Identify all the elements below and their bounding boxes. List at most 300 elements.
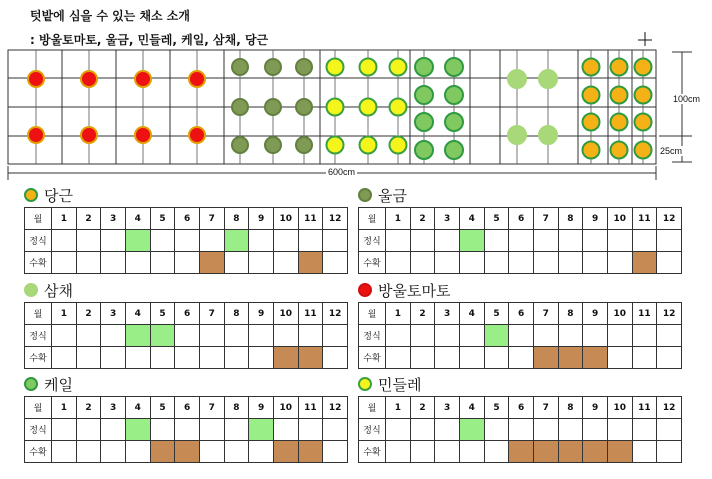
height-measure-label: 100cm xyxy=(673,94,701,104)
month-header: 8 xyxy=(224,397,249,419)
month-header: 10 xyxy=(273,303,298,325)
planting-cell xyxy=(101,325,126,347)
planting-cell xyxy=(298,325,323,347)
planting-cell xyxy=(323,419,348,441)
tomato-plant-marker xyxy=(135,71,151,87)
schedule-row-harvest xyxy=(359,252,682,274)
month-header: 8 xyxy=(558,397,583,419)
harvest-cell xyxy=(632,347,657,369)
harvest-cell xyxy=(410,252,435,274)
harvest-cell xyxy=(125,347,150,369)
schedule-row-planting xyxy=(359,419,682,441)
dandelion-plant-marker xyxy=(327,59,344,76)
planting-cell xyxy=(533,419,558,441)
planting-cell xyxy=(459,325,484,347)
harvest-cell xyxy=(199,347,224,369)
planting-cell xyxy=(459,419,484,441)
month-header: 8 xyxy=(558,208,583,230)
harvest-cell xyxy=(76,252,101,274)
month-header: 12 xyxy=(323,397,348,419)
month-header: 4 xyxy=(125,208,150,230)
crop-name: 울금 xyxy=(378,186,407,205)
row-header: 수확 xyxy=(25,441,52,463)
month-header: 12 xyxy=(657,397,682,419)
month-header: 6 xyxy=(175,303,200,325)
month-header: 2 xyxy=(76,397,101,419)
month-header: 2 xyxy=(76,303,101,325)
month-header: 11 xyxy=(298,208,323,230)
harvest-cell xyxy=(298,347,323,369)
planting-cell xyxy=(199,325,224,347)
planting-cell xyxy=(583,230,608,252)
planting-cell xyxy=(386,419,411,441)
month-header: 4 xyxy=(459,208,484,230)
planting-cell xyxy=(607,325,632,347)
row-header: 정식 xyxy=(359,325,386,347)
kale-plant-marker xyxy=(415,58,433,76)
month-header: 12 xyxy=(323,303,348,325)
schedule-header xyxy=(358,280,682,300)
harvest-cell xyxy=(533,441,558,463)
carrot-plant-marker xyxy=(635,114,652,131)
carrot-plant-marker xyxy=(611,114,628,131)
planting-cell xyxy=(224,419,249,441)
crop-name: 민들레 xyxy=(378,375,422,394)
row-header: 정식 xyxy=(25,230,52,252)
planting-cell xyxy=(76,325,101,347)
carrot-plant-marker xyxy=(635,59,652,76)
crop-name: 당근 xyxy=(44,186,73,205)
planting-cell xyxy=(410,230,435,252)
month-header: 6 xyxy=(509,208,534,230)
harvest-cell xyxy=(224,252,249,274)
planting-cell xyxy=(273,325,298,347)
harvest-cell xyxy=(175,347,200,369)
harvest-cell xyxy=(175,252,200,274)
month-header: 9 xyxy=(249,397,274,419)
row-spacing-label: 25cm xyxy=(660,146,683,156)
planting-cell xyxy=(323,230,348,252)
samchae-plant-marker xyxy=(539,126,557,144)
month-header: 3 xyxy=(101,397,126,419)
month-header: 12 xyxy=(657,303,682,325)
harvest-cell xyxy=(199,252,224,274)
planting-cell xyxy=(558,230,583,252)
month-header: 9 xyxy=(583,303,608,325)
month-header: 12 xyxy=(323,208,348,230)
schedule-dandelion xyxy=(358,374,682,463)
harvest-cell xyxy=(484,347,509,369)
schedule-row-harvest xyxy=(25,347,348,369)
carrot-plant-marker xyxy=(611,87,628,104)
harvest-cell xyxy=(386,441,411,463)
planting-cell xyxy=(459,230,484,252)
row-header: 월 xyxy=(25,303,52,325)
row-header: 정식 xyxy=(25,325,52,347)
dandelion-plant-marker xyxy=(360,137,377,154)
carrot-plant-marker xyxy=(611,59,628,76)
page-title: 텃밭에 심을 수 있는 채소 소개 xyxy=(30,9,190,23)
planting-cell xyxy=(632,325,657,347)
planting-cell xyxy=(435,325,460,347)
harvest-cell xyxy=(249,347,274,369)
planting-cell xyxy=(533,230,558,252)
harvest-cell xyxy=(52,347,77,369)
crop-name: 케일 xyxy=(44,375,73,394)
month-header: 5 xyxy=(484,208,509,230)
schedule-row-harvest xyxy=(25,252,348,274)
samchae-plant-marker xyxy=(539,70,557,88)
harvest-cell xyxy=(632,441,657,463)
harvest-cell xyxy=(125,441,150,463)
month-header: 1 xyxy=(52,397,77,419)
month-header: 6 xyxy=(509,397,534,419)
schedule-kale xyxy=(24,374,348,463)
planting-cell xyxy=(558,325,583,347)
planting-cell xyxy=(509,230,534,252)
schedule-table xyxy=(24,207,348,274)
harvest-cell xyxy=(459,441,484,463)
ulgeum-plant-marker xyxy=(232,99,248,115)
month-header: 1 xyxy=(52,208,77,230)
month-header: 6 xyxy=(175,208,200,230)
tomato-plant-marker xyxy=(28,71,44,87)
month-header: 4 xyxy=(459,303,484,325)
planting-cell xyxy=(657,230,682,252)
month-header: 9 xyxy=(249,303,274,325)
harvest-cell xyxy=(459,347,484,369)
schedule-row-month xyxy=(25,208,348,230)
planting-cell xyxy=(410,419,435,441)
schedule-row-month xyxy=(359,208,682,230)
month-header: 6 xyxy=(509,303,534,325)
ulgeum-plant-marker xyxy=(265,59,281,75)
planting-cell xyxy=(249,419,274,441)
month-header: 11 xyxy=(298,397,323,419)
row-header: 수확 xyxy=(25,347,52,369)
dandelion-plant-marker xyxy=(390,59,407,76)
planting-cell xyxy=(484,230,509,252)
row-header: 수확 xyxy=(359,347,386,369)
harvest-cell xyxy=(52,441,77,463)
month-header: 4 xyxy=(459,397,484,419)
row-header: 월 xyxy=(25,397,52,419)
planting-cell xyxy=(150,325,175,347)
schedule-row-harvest xyxy=(25,441,348,463)
month-header: 3 xyxy=(435,397,460,419)
harvest-cell xyxy=(558,441,583,463)
row-header: 수확 xyxy=(25,252,52,274)
planting-cell xyxy=(52,419,77,441)
ulgeum-plant-marker xyxy=(296,137,312,153)
month-header: 10 xyxy=(607,397,632,419)
month-header: 7 xyxy=(199,208,224,230)
row-header: 정식 xyxy=(359,230,386,252)
kale-plant-marker xyxy=(415,113,433,131)
month-header: 8 xyxy=(224,303,249,325)
planting-cell xyxy=(125,325,150,347)
kale-plant-marker xyxy=(415,86,433,104)
harvest-cell xyxy=(298,441,323,463)
planting-cell xyxy=(273,419,298,441)
planting-cell xyxy=(435,230,460,252)
harvest-cell xyxy=(101,252,126,274)
harvest-cell xyxy=(607,441,632,463)
schedule-header xyxy=(24,280,348,300)
tomato-plant-marker xyxy=(81,71,97,87)
ulgeum-plant-marker xyxy=(296,99,312,115)
samchae-plant-marker xyxy=(508,126,526,144)
ulgeum-plant-marker xyxy=(265,137,281,153)
month-header: 7 xyxy=(533,208,558,230)
harvest-cell xyxy=(632,252,657,274)
planting-cell xyxy=(52,325,77,347)
crop-name: 삼채 xyxy=(44,281,73,300)
planting-cell xyxy=(224,325,249,347)
schedule-row-planting xyxy=(359,325,682,347)
month-header: 1 xyxy=(386,397,411,419)
month-header: 11 xyxy=(632,397,657,419)
schedule-row-harvest xyxy=(359,347,682,369)
dandelion-plant-marker xyxy=(327,137,344,154)
month-header: 5 xyxy=(484,397,509,419)
tomato-plant-marker xyxy=(28,127,44,143)
schedule-table xyxy=(358,302,682,369)
planting-cell xyxy=(632,230,657,252)
month-header: 2 xyxy=(76,208,101,230)
row-header: 수확 xyxy=(359,252,386,274)
planting-cell xyxy=(199,419,224,441)
schedule-header xyxy=(358,185,682,205)
month-header: 8 xyxy=(558,303,583,325)
month-header: 8 xyxy=(224,208,249,230)
harvest-cell xyxy=(249,441,274,463)
schedule-table xyxy=(24,396,348,463)
carrot-plant-marker xyxy=(583,59,600,76)
planting-cell xyxy=(509,325,534,347)
width-measure-label: 600cm xyxy=(328,167,356,177)
month-header: 1 xyxy=(386,208,411,230)
row-header: 정식 xyxy=(359,419,386,441)
kale-plant-marker xyxy=(445,141,463,159)
crop-name: 방울토마토 xyxy=(378,281,451,300)
harvest-cell xyxy=(607,347,632,369)
planting-cell xyxy=(224,230,249,252)
month-header: 11 xyxy=(632,303,657,325)
planting-cell xyxy=(76,230,101,252)
row-header: 월 xyxy=(359,397,386,419)
month-header: 5 xyxy=(150,397,175,419)
month-header: 3 xyxy=(101,208,126,230)
month-header: 12 xyxy=(657,208,682,230)
kale-plant-marker xyxy=(415,141,433,159)
harvest-cell xyxy=(509,252,534,274)
planting-cell xyxy=(509,419,534,441)
harvest-cell xyxy=(657,441,682,463)
harvest-cell xyxy=(150,441,175,463)
dandelion-plant-marker xyxy=(327,99,344,116)
planting-cell xyxy=(435,419,460,441)
month-header: 9 xyxy=(249,208,274,230)
month-header: 7 xyxy=(533,397,558,419)
harvest-cell xyxy=(558,252,583,274)
schedule-row-planting xyxy=(25,230,348,252)
month-header: 2 xyxy=(410,303,435,325)
month-header: 10 xyxy=(607,208,632,230)
ulgeum-plant-marker xyxy=(265,99,281,115)
harvest-cell xyxy=(101,441,126,463)
planting-cell xyxy=(249,325,274,347)
planting-cell xyxy=(323,325,348,347)
planting-cell xyxy=(386,230,411,252)
kale-legend-dot xyxy=(24,377,38,391)
planting-cell xyxy=(657,419,682,441)
planting-cell xyxy=(607,419,632,441)
month-header: 3 xyxy=(101,303,126,325)
schedule-row-planting xyxy=(359,230,682,252)
dandelion-plant-marker xyxy=(360,59,377,76)
harvest-cell xyxy=(583,347,608,369)
schedule-tomato xyxy=(358,280,682,369)
month-header: 5 xyxy=(150,208,175,230)
tomato-plant-marker xyxy=(189,127,205,143)
harvest-cell xyxy=(583,441,608,463)
month-header: 9 xyxy=(583,208,608,230)
crop-list-subtitle: : 방울토마토, 울금, 민들레, 케일, 삼채, 당근 xyxy=(30,33,269,47)
harvest-cell xyxy=(249,252,274,274)
harvest-cell xyxy=(298,252,323,274)
planting-cell xyxy=(175,419,200,441)
harvest-cell xyxy=(273,441,298,463)
schedule-row-planting xyxy=(25,325,348,347)
row-header: 월 xyxy=(25,208,52,230)
carrot-plant-marker xyxy=(611,142,628,159)
row-header: 정식 xyxy=(25,419,52,441)
carrot-plant-marker xyxy=(635,142,652,159)
planting-cell xyxy=(199,230,224,252)
harvest-cell xyxy=(484,441,509,463)
planting-cell xyxy=(101,230,126,252)
planting-cell xyxy=(657,325,682,347)
month-header: 6 xyxy=(175,397,200,419)
samchae-plant-marker xyxy=(508,70,526,88)
harvest-cell xyxy=(175,441,200,463)
planting-cell xyxy=(558,419,583,441)
planting-cell xyxy=(101,419,126,441)
schedule-samchae xyxy=(24,280,348,369)
planting-cell xyxy=(175,325,200,347)
schedule-row-month xyxy=(25,303,348,325)
planting-cell xyxy=(273,230,298,252)
harvest-cell xyxy=(509,441,534,463)
planting-cell xyxy=(76,419,101,441)
ulgeum-plant-marker xyxy=(296,59,312,75)
schedule-row-planting xyxy=(25,419,348,441)
harvest-cell xyxy=(386,252,411,274)
month-header: 7 xyxy=(199,397,224,419)
ulgeum-legend-dot xyxy=(358,188,372,202)
harvest-cell xyxy=(657,252,682,274)
schedule-table xyxy=(358,207,682,274)
month-header: 11 xyxy=(298,303,323,325)
harvest-cell xyxy=(386,347,411,369)
harvest-cell xyxy=(410,441,435,463)
schedule-row-month xyxy=(25,397,348,419)
harvest-cell xyxy=(435,441,460,463)
planting-cell xyxy=(150,230,175,252)
harvest-cell xyxy=(76,347,101,369)
month-header: 5 xyxy=(484,303,509,325)
schedule-header xyxy=(24,374,348,394)
kale-plant-marker xyxy=(445,86,463,104)
tomato-legend-dot xyxy=(358,283,372,297)
month-header: 4 xyxy=(125,303,150,325)
harvest-cell xyxy=(224,347,249,369)
planting-cell xyxy=(150,419,175,441)
planting-cell xyxy=(583,325,608,347)
harvest-cell xyxy=(323,347,348,369)
month-header: 1 xyxy=(386,303,411,325)
planting-cell xyxy=(484,325,509,347)
row-header: 수확 xyxy=(359,441,386,463)
month-header: 1 xyxy=(52,303,77,325)
tomato-plant-marker xyxy=(135,127,151,143)
month-header: 7 xyxy=(199,303,224,325)
planting-cell xyxy=(298,230,323,252)
harvest-cell xyxy=(199,441,224,463)
harvest-cell xyxy=(150,347,175,369)
samchae-legend-dot xyxy=(24,283,38,297)
month-header: 10 xyxy=(273,397,298,419)
field-layout-diagram xyxy=(0,0,712,182)
planting-cell xyxy=(125,230,150,252)
month-header: 3 xyxy=(435,303,460,325)
schedule-table xyxy=(24,302,348,369)
carrot-plant-marker xyxy=(583,114,600,131)
planting-cell xyxy=(249,230,274,252)
schedule-row-month xyxy=(359,303,682,325)
ulgeum-plant-marker xyxy=(232,59,248,75)
carrot-plant-marker xyxy=(583,142,600,159)
month-header: 10 xyxy=(607,303,632,325)
harvest-cell xyxy=(435,347,460,369)
harvest-cell xyxy=(273,347,298,369)
harvest-cell xyxy=(509,347,534,369)
planting-cell xyxy=(607,230,632,252)
planting-cell xyxy=(175,230,200,252)
planting-cell xyxy=(533,325,558,347)
harvest-cell xyxy=(435,252,460,274)
tomato-plant-marker xyxy=(81,127,97,143)
carrot-plant-marker xyxy=(583,87,600,104)
month-header: 2 xyxy=(410,397,435,419)
schedule-row-month xyxy=(359,397,682,419)
harvest-cell xyxy=(607,252,632,274)
harvest-cell xyxy=(410,347,435,369)
harvest-cell xyxy=(76,441,101,463)
harvest-cell xyxy=(224,441,249,463)
harvest-cell xyxy=(323,441,348,463)
planting-cell xyxy=(386,325,411,347)
month-header: 10 xyxy=(273,208,298,230)
harvest-cell xyxy=(583,252,608,274)
dandelion-legend-dot xyxy=(358,377,372,391)
schedule-row-harvest xyxy=(359,441,682,463)
kale-plant-marker xyxy=(445,113,463,131)
month-header: 9 xyxy=(583,397,608,419)
month-header: 2 xyxy=(410,208,435,230)
harvest-cell xyxy=(273,252,298,274)
